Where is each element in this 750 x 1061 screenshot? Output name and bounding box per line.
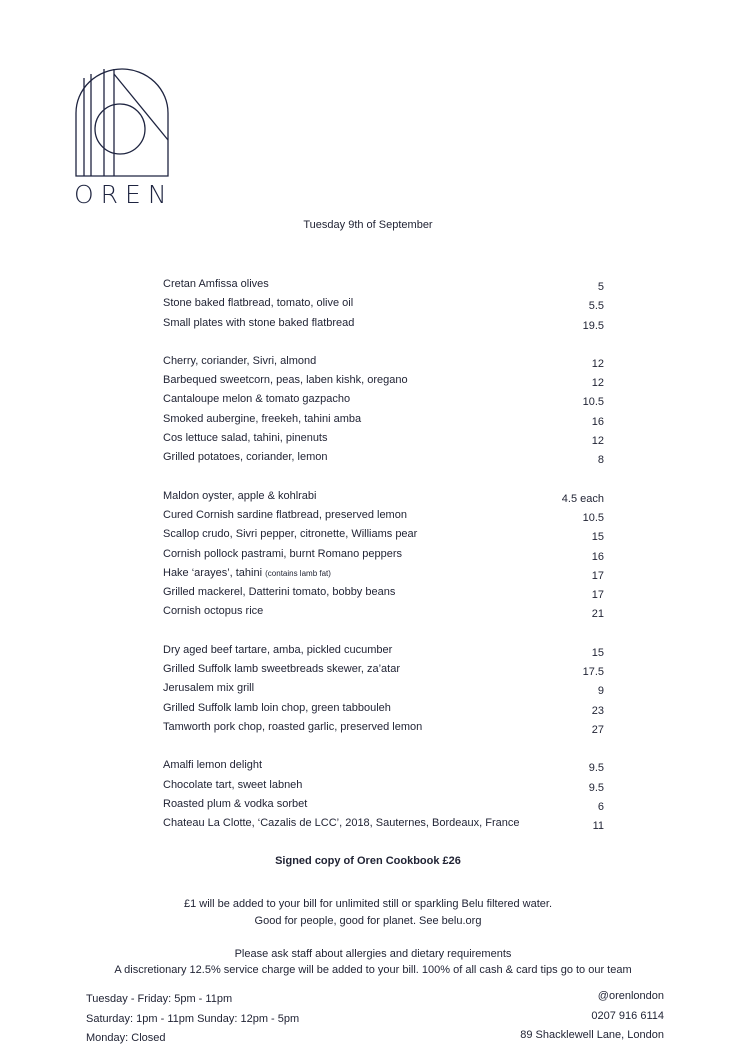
menu-item-name: Barbequed sweetcorn, peas, laben kishk, oregano: [163, 374, 408, 387]
menu-item-price: 12: [591, 435, 604, 448]
menu-item-price: 11: [592, 820, 604, 833]
menu-item-name-wrap: [163, 758, 262, 773]
menu-item-name: Dry aged beef tartare, amba, pickled cucumber: [163, 643, 393, 656]
menu-item-name-wrap: [163, 277, 269, 292]
menu-item-price: 15: [591, 646, 604, 659]
menu-item: [163, 354, 604, 373]
menu-item: [163, 431, 604, 450]
menu-item-name: Cantaloupe melon & tomato gazpacho: [163, 393, 351, 406]
menu-section: [163, 354, 604, 470]
menu-item-price: 10.5: [582, 396, 604, 409]
menu-item: [163, 373, 604, 392]
menu-item: [163, 797, 604, 816]
menu-section: [163, 758, 604, 835]
menu-item: [163, 758, 604, 777]
menu-item-name-wrap: [163, 797, 307, 812]
menu-item: [163, 508, 604, 527]
menu-item-name: Cos lettuce salad, tahini, pinenuts: [163, 432, 328, 445]
menu-item-name: Roasted plum & vodka sorbet: [163, 797, 308, 810]
menu-item-price: 4.5 each: [561, 492, 604, 505]
menu-item-name: Jerusalem mix grill: [163, 682, 255, 695]
menu-item-price: 23: [591, 704, 604, 717]
menu-item-name-wrap: [163, 604, 263, 619]
menu-item-name: Smoked aubergine, freekeh, tahini amba: [163, 412, 362, 425]
menu-item-price: 12: [591, 377, 604, 390]
menu-item-name-wrap: [163, 662, 400, 677]
menu-section: [163, 643, 604, 739]
hours-monday: Monday: Closed: [86, 1032, 166, 1044]
hours-weekend: Saturday: 1pm - 11pm Sunday: 12pm - 5pm: [86, 1012, 300, 1025]
menu-item-name: Amalfi lemon delight: [163, 759, 263, 772]
menu-item-name: Cured Cornish sardine flatbread, preserved lemon: [163, 508, 407, 521]
menu-item-name-wrap: [163, 296, 353, 311]
menu-item-name-wrap: [163, 373, 408, 388]
menu-item-name: Grilled mackerel, Datterini tomato, bobby beans: [163, 586, 396, 599]
menu-item-name: Maldon oyster, apple & kohlrabi: [163, 489, 317, 502]
menu-item-price: 9.5: [588, 762, 604, 775]
menu-item-price: 16: [591, 550, 604, 563]
menu-item-name-wrap: [163, 643, 392, 658]
menu-date: Tuesday 9th of September: [303, 219, 433, 231]
menu-item-price: 9.5: [588, 781, 604, 794]
menu-item-name-wrap: [163, 354, 316, 369]
menu-item: [163, 604, 604, 623]
menu-item-name: Grilled Suffolk lamb loin chop, green tabbouleh: [163, 701, 391, 714]
menu-item-name: Grilled Suffolk lamb sweetbreads skewer, za’atar: [163, 663, 401, 676]
menu-item-price: 5: [597, 281, 604, 293]
menu-item-price: 15: [591, 531, 604, 544]
menu-item: [163, 681, 604, 700]
cookbook-offer: Signed copy of Oren Cookbook £26: [275, 855, 461, 867]
water-notice: [0, 896, 736, 930]
menu-item-name: Hake ‘arayes’, tahini: [163, 566, 263, 579]
service-charge-line: A discretionary 12.5% service charge will be added to your bill. 100% of all cash & card tips go to our team: [114, 964, 632, 976]
menu-item-name-wrap: [163, 450, 327, 465]
menu-item-name: Tamworth pork chop, roasted garlic, preserved lemon: [163, 720, 423, 733]
water-line-2: Good for people, good for planet. See belu.org: [254, 915, 482, 927]
menu-item: [163, 296, 604, 315]
menu-item: [163, 566, 604, 585]
menu-item-name-wrap: [163, 701, 391, 716]
menu-item-name-wrap: [163, 566, 331, 581]
menu-item-name: Cornish octopus rice: [163, 605, 264, 618]
hours-weekday: Tuesday - Friday: 5pm - 11pm: [86, 993, 233, 1005]
menu-item-name-wrap: [163, 431, 328, 446]
menu-item: [163, 277, 604, 296]
menu-item: [163, 778, 604, 797]
menu-item: [163, 643, 604, 662]
menu-item-name-wrap: [163, 547, 402, 562]
menu-item-name-wrap: [163, 489, 316, 504]
opening-hours: [86, 990, 299, 1049]
menu-item-name-wrap: [163, 412, 361, 427]
water-line-1: £1 will be added to your bill for unlimited still or sparkling Belu filtered water.: [183, 898, 553, 910]
address: 89 Shacklewell Lane, London: [520, 1029, 664, 1041]
menu-item-price: 5.5: [588, 300, 604, 313]
menu-item-price: 17: [591, 569, 604, 582]
menu-item: [163, 547, 604, 566]
menu-item: [163, 412, 604, 431]
menu-item: [163, 392, 604, 411]
menu-item: [163, 527, 604, 546]
menu-item-price: 12: [591, 357, 604, 370]
menu-item-name: Chocolate tart, sweet labneh: [163, 778, 303, 791]
menu-item-name-wrap: [163, 720, 422, 735]
menu-item-price: 19.5: [582, 319, 604, 332]
menu-item-price: 9: [597, 685, 604, 698]
menu-item-price: 8: [597, 454, 604, 467]
menu-item-price: 16: [591, 415, 604, 428]
menu-list: [163, 277, 604, 854]
menu-item-name: Small plates with stone baked flatbread: [163, 316, 355, 329]
menu-item: [163, 585, 604, 604]
menu-item: [163, 816, 604, 835]
menu-item-name: Chateau La Clotte, ‘Cazalis de LCC’, 2018, Sauternes, Bordeaux, France: [163, 817, 520, 830]
menu-item: [163, 701, 604, 720]
menu-item: [163, 662, 604, 681]
menu-item-name-wrap: [163, 316, 354, 331]
menu-item-name: Scallop crudo, Sivri pepper, citronette, Williams pear: [163, 528, 418, 541]
menu-item-price: 21: [591, 608, 604, 621]
menu-item-name-wrap: [163, 527, 417, 542]
menu-item-name-wrap: [163, 508, 407, 523]
logo-emblem-icon: [74, 68, 170, 178]
allergy-line: Please ask staff about allergies and dietary requirements: [234, 948, 512, 960]
menu-item-name: Cornish pollock pastrami, burnt Romano peppers: [163, 547, 403, 560]
menu-item: [163, 450, 604, 469]
menu-item-name-wrap: [163, 585, 395, 600]
menu-item-price: 27: [591, 723, 604, 736]
menu-item-name: Grilled potatoes, coriander, lemon: [163, 451, 328, 464]
social-handle: @orenlondon: [597, 990, 664, 1002]
menu-item-price: 10.5: [582, 511, 604, 524]
menu-item: [163, 489, 604, 508]
menu-section: [163, 277, 604, 335]
menu-item-price: 17: [591, 589, 604, 602]
menu-item-name-wrap: [163, 681, 254, 696]
menu-item-name: Stone baked flatbread, tomato, olive oil: [163, 297, 354, 310]
menu-item-name-wrap: [163, 392, 350, 407]
allergy-notice: [0, 946, 746, 978]
menu-item-name: Cherry, coriander, Sivri, almond: [163, 354, 317, 367]
menu-item-price: 17.5: [582, 666, 604, 679]
menu-item-price: 6: [597, 800, 604, 813]
menu-section: [163, 489, 604, 624]
menu-item-note: (contains lamb fat): [265, 568, 331, 578]
menu-item: [163, 316, 604, 335]
brand-wordmark: OREN: [74, 180, 174, 209]
contact-info: [520, 987, 664, 1046]
menu-item-name-wrap: [163, 778, 302, 793]
menu-item-name: Cretan Amfissa olives: [163, 278, 269, 290]
phone-number: 0207 916 6114: [591, 1009, 664, 1022]
menu-item-name-wrap: [163, 816, 519, 831]
menu-item: [163, 720, 604, 739]
